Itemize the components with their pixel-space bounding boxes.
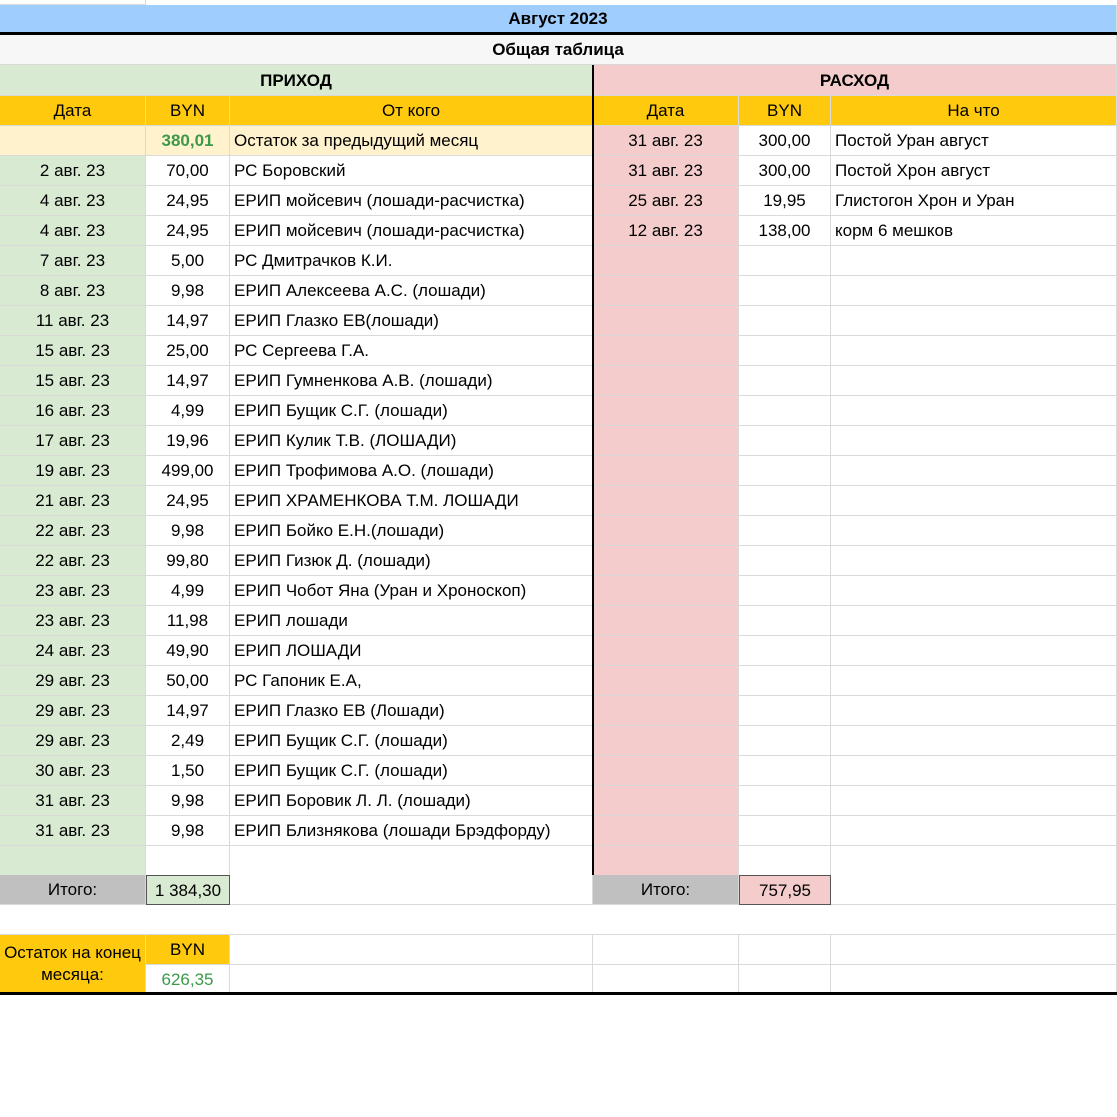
- income-amount-cell: 14,97: [146, 696, 230, 726]
- expense-amount-cell: [739, 396, 831, 426]
- expense-amount-cell: [739, 486, 831, 516]
- income-date-cell: 15 авг. 23: [0, 366, 146, 396]
- income-amount-cell: 11,98: [146, 606, 230, 636]
- income-amount-cell: 499,00: [146, 456, 230, 486]
- expense-amount-cell: [739, 276, 831, 306]
- carryover-amount: 380,01: [146, 126, 230, 156]
- expense-amount-cell: [739, 456, 831, 486]
- income-amount-cell: 4,99: [146, 396, 230, 426]
- expense-what-cell: [831, 606, 1117, 636]
- balance-empty-4: [593, 965, 739, 994]
- income-date-cell: 8 авг. 23: [0, 276, 146, 306]
- balance-empty-1: [230, 935, 593, 965]
- income-from-cell: ЕРИП Бущик С.Г. (лошади): [230, 726, 593, 756]
- expense-date-cell: 25 авг. 23: [593, 186, 739, 216]
- income-from-cell: ЕРИП Бущик С.Г. (лошади): [230, 396, 593, 426]
- expense-amount-cell: [739, 606, 831, 636]
- income-from-cell: ЕРИП Гумненкова А.В. (лошади): [230, 366, 593, 396]
- expense-what-cell: [831, 576, 1117, 606]
- income-date-cell: 22 авг. 23: [0, 546, 146, 576]
- income-from-cell: ЕРИП лошади: [230, 606, 593, 636]
- expense-what-cell: [831, 306, 1117, 336]
- expense-what-cell: [831, 246, 1117, 276]
- expense-what-cell: корм 6 мешков: [831, 216, 1117, 246]
- income-section-header: ПРИХОД: [0, 65, 593, 96]
- expense-what-cell: [831, 336, 1117, 366]
- income-from-cell: [230, 846, 593, 876]
- expense-what-cell: [831, 816, 1117, 846]
- expense-what-cell: [831, 546, 1117, 576]
- income-date-cell: 2 авг. 23: [0, 156, 146, 186]
- expense-amount-cell: 138,00: [739, 216, 831, 246]
- expense-amount-cell: [739, 366, 831, 396]
- expense-what-cell: Постой Хрон август: [831, 156, 1117, 186]
- expense-total-label: Итого:: [593, 875, 739, 905]
- carryover-date: [0, 126, 146, 156]
- income-date-cell: 21 авг. 23: [0, 486, 146, 516]
- expense-what-cell: [831, 846, 1117, 876]
- expense-what-cell: [831, 636, 1117, 666]
- expense-date-cell: [593, 426, 739, 456]
- expense-amount-cell: [739, 576, 831, 606]
- balance-empty-6: [739, 965, 831, 994]
- expense-date-cell: [593, 666, 739, 696]
- income-amount-cell: 49,90: [146, 636, 230, 666]
- expense-date-cell: [593, 756, 739, 786]
- expense-amount-cell: [739, 546, 831, 576]
- expense-what-cell: Постой Уран август: [831, 126, 1117, 156]
- income-amount-cell: 19,96: [146, 426, 230, 456]
- month-title: Август 2023: [0, 5, 1117, 33]
- income-from-cell: ЕРИП мойсевич (лошади-расчистка): [230, 186, 593, 216]
- expense-what-cell: [831, 696, 1117, 726]
- expense-amount-cell: [739, 666, 831, 696]
- expense-what-cell: [831, 426, 1117, 456]
- income-amount-cell: 14,97: [146, 366, 230, 396]
- expense-date-cell: [593, 336, 739, 366]
- income-amount-cell: 1,50: [146, 756, 230, 786]
- expense-amount-cell: 300,00: [739, 126, 831, 156]
- income-total-value: 1 384,30: [146, 875, 230, 905]
- income-from-cell: ЕРИП Трофимова А.О. (лошади): [230, 456, 593, 486]
- income-date-cell: 19 авг. 23: [0, 456, 146, 486]
- expense-what-cell: [831, 276, 1117, 306]
- expense-date-cell: [593, 486, 739, 516]
- income-date-cell: [0, 846, 146, 876]
- expense-date-cell: [593, 366, 739, 396]
- income-amount-cell: 9,98: [146, 786, 230, 816]
- expense-section-header: РАСХОД: [593, 65, 1117, 96]
- income-from-cell: ЕРИП Близнякова (лошади Брэдфорду): [230, 816, 593, 846]
- expense-col-date: Дата: [593, 96, 739, 126]
- expense-date-cell: [593, 456, 739, 486]
- expense-amount-cell: [739, 306, 831, 336]
- expense-date-cell: [593, 396, 739, 426]
- income-amount-cell: 24,95: [146, 186, 230, 216]
- balance-value: 626,35: [146, 965, 230, 994]
- income-from-cell: ЕРИП ХРАМЕНКОВА Т.М. ЛОШАДИ: [230, 486, 593, 516]
- income-amount-cell: 9,98: [146, 816, 230, 846]
- expense-what-cell: [831, 486, 1117, 516]
- income-amount-cell: 5,00: [146, 246, 230, 276]
- income-date-cell: 23 авг. 23: [0, 606, 146, 636]
- income-amount-cell: 14,97: [146, 306, 230, 336]
- expense-amount-cell: [739, 846, 831, 876]
- balance-currency: BYN: [146, 935, 230, 965]
- income-from-cell: РС Боровский: [230, 156, 593, 186]
- expense-what-cell: [831, 756, 1117, 786]
- income-total-label: Итого:: [0, 875, 146, 905]
- income-from-cell: ЕРИП Кулик Т.В. (ЛОШАДИ): [230, 426, 593, 456]
- balance-empty-3: [593, 935, 739, 965]
- income-date-cell: 23 авг. 23: [0, 576, 146, 606]
- expense-total-empty: [831, 875, 1117, 905]
- spacer-row: [0, 905, 1117, 935]
- expense-date-cell: [593, 246, 739, 276]
- expense-amount-cell: [739, 726, 831, 756]
- expense-col-amount: BYN: [739, 96, 831, 126]
- income-from-cell: ЕРИП Чобот Яна (Уран и Хроноскоп): [230, 576, 593, 606]
- income-date-cell: 29 авг. 23: [0, 726, 146, 756]
- carryover-label: Остаток за предыдущий месяц: [230, 126, 593, 156]
- income-amount-cell: 24,95: [146, 216, 230, 246]
- expense-date-cell: 12 авг. 23: [593, 216, 739, 246]
- expense-amount-cell: [739, 636, 831, 666]
- expense-what-cell: [831, 396, 1117, 426]
- expense-amount-cell: [739, 696, 831, 726]
- income-amount-cell: 24,95: [146, 486, 230, 516]
- expense-what-cell: [831, 786, 1117, 816]
- expense-what-cell: [831, 726, 1117, 756]
- bottom-border: [0, 992, 1117, 995]
- expense-amount-cell: [739, 426, 831, 456]
- income-amount-cell: 50,00: [146, 666, 230, 696]
- income-date-cell: 16 авг. 23: [0, 396, 146, 426]
- balance-empty-8: [831, 965, 1117, 994]
- expense-amount-cell: [739, 756, 831, 786]
- income-from-cell: ЕРИП мойсевич (лошади-расчистка): [230, 216, 593, 246]
- income-from-cell: ЕРИП ЛОШАДИ: [230, 636, 593, 666]
- income-from-cell: РС Гапоник Е.А,: [230, 666, 593, 696]
- income-date-cell: 7 авг. 23: [0, 246, 146, 276]
- expense-date-cell: [593, 726, 739, 756]
- expense-what-cell: [831, 666, 1117, 696]
- income-amount-cell: 9,98: [146, 516, 230, 546]
- expense-col-what: На что: [831, 96, 1117, 126]
- expense-date-cell: [593, 576, 739, 606]
- expense-amount-cell: [739, 816, 831, 846]
- expense-date-cell: [593, 306, 739, 336]
- income-from-cell: ЕРИП Гизюк Д. (лошади): [230, 546, 593, 576]
- expense-date-cell: [593, 276, 739, 306]
- expense-amount-cell: [739, 336, 831, 366]
- table-subtitle: Общая таблица: [0, 35, 1117, 65]
- income-amount-cell: 99,80: [146, 546, 230, 576]
- balance-empty-2: [230, 965, 593, 994]
- expense-amount-cell: [739, 516, 831, 546]
- income-from-cell: РС Дмитрачков К.И.: [230, 246, 593, 276]
- expense-amount-cell: [739, 786, 831, 816]
- expense-amount-cell: 300,00: [739, 156, 831, 186]
- expense-date-cell: [593, 606, 739, 636]
- income-col-from: От кого: [230, 96, 593, 126]
- income-date-cell: 29 авг. 23: [0, 666, 146, 696]
- income-from-cell: ЕРИП Бойко Е.Н.(лошади): [230, 516, 593, 546]
- balance-label: Остаток на конец месяца:: [0, 935, 146, 994]
- income-total-empty: [230, 875, 593, 905]
- expense-what-cell: [831, 366, 1117, 396]
- expense-date-cell: [593, 696, 739, 726]
- balance-empty-7: [831, 935, 1117, 965]
- income-from-cell: ЕРИП Алексеева А.С. (лошади): [230, 276, 593, 306]
- income-date-cell: 15 авг. 23: [0, 336, 146, 366]
- expense-date-cell: 31 авг. 23: [593, 126, 739, 156]
- income-date-cell: 17 авг. 23: [0, 426, 146, 456]
- expense-date-cell: [593, 816, 739, 846]
- expense-amount-cell: 19,95: [739, 186, 831, 216]
- income-from-cell: РС Сергеева Г.А.: [230, 336, 593, 366]
- expense-date-cell: [593, 636, 739, 666]
- income-date-cell: 31 авг. 23: [0, 816, 146, 846]
- expense-date-cell: [593, 546, 739, 576]
- expense-date-cell: [593, 846, 739, 876]
- income-amount-cell: 4,99: [146, 576, 230, 606]
- expense-amount-cell: [739, 246, 831, 276]
- expense-what-cell: [831, 516, 1117, 546]
- income-date-cell: 4 авг. 23: [0, 216, 146, 246]
- income-date-cell: 31 авг. 23: [0, 786, 146, 816]
- expense-what-cell: [831, 456, 1117, 486]
- expense-total-value: 757,95: [739, 875, 831, 905]
- income-amount-cell: [146, 846, 230, 876]
- income-from-cell: ЕРИП Боровик Л. Л. (лошади): [230, 786, 593, 816]
- income-col-date: Дата: [0, 96, 146, 126]
- income-col-amount: BYN: [146, 96, 230, 126]
- income-amount-cell: 2,49: [146, 726, 230, 756]
- income-date-cell: 22 авг. 23: [0, 516, 146, 546]
- income-amount-cell: 25,00: [146, 336, 230, 366]
- income-from-cell: ЕРИП Глазко ЕВ(лошади): [230, 306, 593, 336]
- income-amount-cell: 70,00: [146, 156, 230, 186]
- income-from-cell: ЕРИП Бущик С.Г. (лошади): [230, 756, 593, 786]
- income-date-cell: 4 авг. 23: [0, 186, 146, 216]
- expense-what-cell: Глистогон Хрон и Уран: [831, 186, 1117, 216]
- section-divider: [592, 65, 594, 905]
- income-date-cell: 11 авг. 23: [0, 306, 146, 336]
- income-amount-cell: 9,98: [146, 276, 230, 306]
- income-date-cell: 30 авг. 23: [0, 756, 146, 786]
- expense-date-cell: 31 авг. 23: [593, 156, 739, 186]
- expense-date-cell: [593, 786, 739, 816]
- income-date-cell: 29 авг. 23: [0, 696, 146, 726]
- expense-date-cell: [593, 516, 739, 546]
- balance-empty-5: [739, 935, 831, 965]
- income-date-cell: 24 авг. 23: [0, 636, 146, 666]
- income-from-cell: ЕРИП Глазко ЕВ (Лошади): [230, 696, 593, 726]
